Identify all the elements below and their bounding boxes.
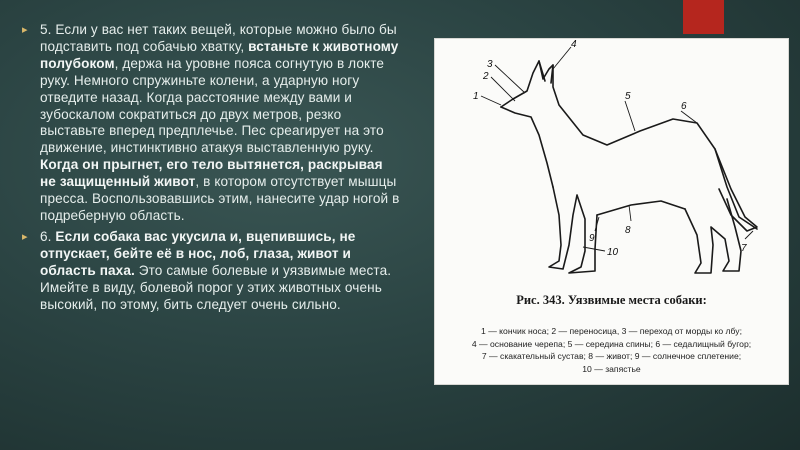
paragraph-6 xyxy=(22,229,400,314)
label-10: 10 xyxy=(607,247,619,258)
dog-outline-head xyxy=(501,61,757,229)
label-2: 2 xyxy=(483,71,489,82)
text-run: Это самые болевые и уязвимые места. Имейте в виду, болевой порог у этих животных очень высокий, по этому, бить следует очень сильно. xyxy=(40,262,392,312)
text-run: , держа на уровне пояса согнутую в локте руку. Немного спружиньте колени, а ударную ногу отведите назад. Когда расстояние между вами и зубоскалом сократиться до двух метров, резко выставьте вперед предплечье. Пес среагирует на это движение, инстинктивно атакуя выставленную руку. xyxy=(40,55,385,156)
dog-outline-hind-legs xyxy=(685,199,741,273)
accent-tab xyxy=(683,0,724,34)
dog-outline-throat xyxy=(501,107,553,187)
caption-line: 10 — запястье xyxy=(582,363,641,374)
label-1: 1 xyxy=(473,91,479,102)
slide-body-text xyxy=(22,22,400,317)
caption-line: 7 — скакательный сустав; 8 — живот; 9 — солнечное сплетение; xyxy=(481,351,742,362)
label-4: 4 xyxy=(571,39,577,50)
text-run: 5. Если у вас нет таких вещей, которые можно было бы подставить под собачью хватку, xyxy=(40,22,397,54)
bold-run: Если собака вас укусила и, вцепившись, не отпускает, бейте её в нос, лоб, глаза, живот и область паха. xyxy=(40,228,356,278)
label-5: 5 xyxy=(625,91,631,102)
label-8: 8 xyxy=(625,225,631,236)
text-run: 6. xyxy=(40,228,56,244)
label-7: 7 xyxy=(741,243,747,254)
caption-line: 1 — кончик носа; 2 — переносица, 3 — переход от морды ко лбу; xyxy=(481,326,742,336)
bullet-arrow-icon: ▸ xyxy=(22,24,28,36)
dog-diagram-figure xyxy=(434,38,789,385)
bold-run: встаньте к животному полубоком xyxy=(40,38,399,71)
bullet-arrow-icon: ▸ xyxy=(22,230,28,243)
label-9: 9 xyxy=(589,233,595,244)
bold-run: Когда он прыгнет, его тело вытянется, раскрывая не защищенный живот xyxy=(40,157,383,190)
dog-outline-tail xyxy=(715,149,757,231)
label-6: 6 xyxy=(681,101,687,112)
dog-diagram xyxy=(435,39,788,291)
figure-caption xyxy=(443,325,780,375)
text-run: , в котором отсутствует мышцы пресса. Воспользовавшись этим, нанесите удар ногой в подреберную область. xyxy=(40,174,400,223)
caption-line: 4 — основание черепа; 5 — середина спины; 6 — седалищный бугор; xyxy=(471,338,752,349)
paragraph-5 xyxy=(22,22,400,225)
dog-outline-front-legs xyxy=(549,187,597,273)
dog-outline-belly xyxy=(597,201,685,215)
label-3: 3 xyxy=(487,59,493,70)
figure-title: Рис. 343. Уязвимые места собаки: xyxy=(516,293,707,307)
